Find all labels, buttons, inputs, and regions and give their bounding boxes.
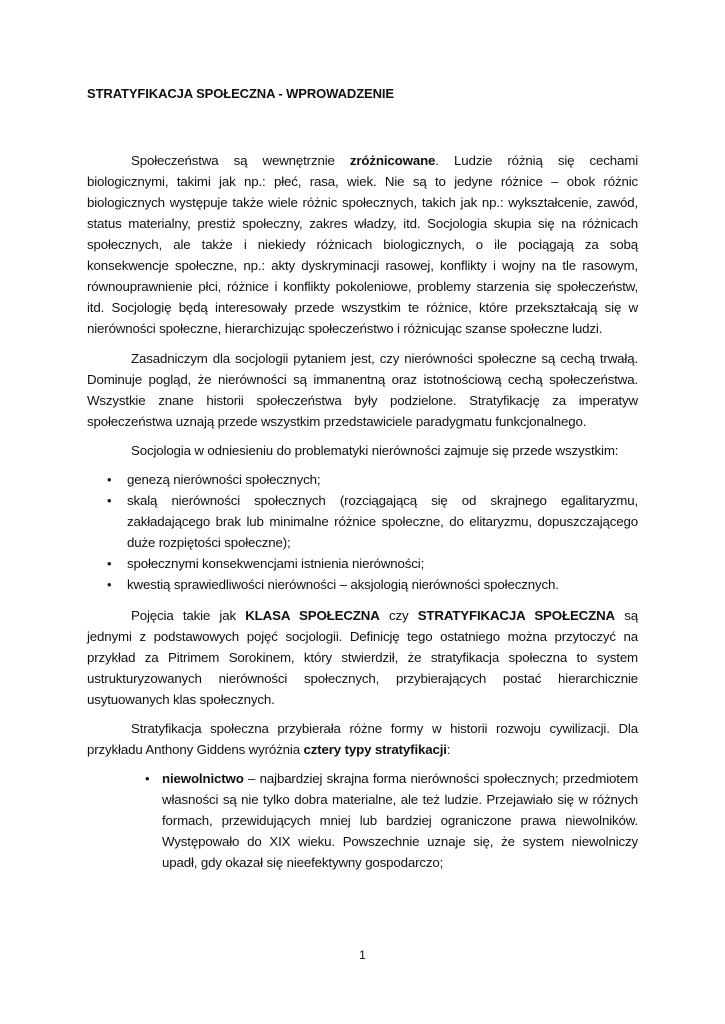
topics-list <box>87 469 638 595</box>
text-span: . Ludzie różnią się cechami biologicznymi, takimi jak np.: płeć, rasa, wiek. Nie są to jedyne różnice – obok różnic biologicznych występuje także wiele różnic społecznych, takich jak np.: wykształcenie, zawód, status materialny, prestiż społeczny, zakres władzy, itd. Socjologia skupia się na różnicach społecznych, ale także i niekiedy różnicach biologicznych, o ile pociągają za sobą konsekwencje społeczne, np.: akty dyskryminacji rasowej, konflikty i wojny na tle rasowym, równouprawnienie płci, różnice i konflikty pokoleniowe, problemy starzenia się społeczeństw, itd. Socjologię będą interesowały przede wszystkim te różnice, które przekształcają się w nierówności społeczne, hierarchizując społeczeństwo i różnicując szanse społeczne ludzi. <box>87 153 638 336</box>
text-span: czy <box>379 608 418 623</box>
bullet-icon: • <box>145 771 150 786</box>
bullet-icon: • <box>107 556 112 571</box>
bold-term: STRATYFIKACJA SPOŁECZNA <box>417 608 615 623</box>
bold-term: cztery typy stratyfikacji <box>303 742 447 757</box>
bold-term: zróżnicowane <box>349 153 436 168</box>
bold-term: niewolnictwo <box>162 771 244 786</box>
stratification-types-list <box>87 768 638 873</box>
paragraph-question: Zasadniczym dla socjologii pytaniem jest, czy nierówności społeczne są cechą trwałą. Dominuje pogląd, że nierówności są immanentną oraz istotnościową cechą społeczeństwa. Wszystkie znane historii społeczeństwa były podzielone. Stratyfikację za imperatyw społeczeństwa uznają przede wszystkim przedstawiciele paradygmatu funkcjonalnego. <box>87 351 638 429</box>
document-title: STRATYFIKACJA SPOŁECZNA - WPROWADZENIE <box>87 86 394 101</box>
list-item-text: genezą nierówności społecznych; <box>127 472 321 487</box>
list-item <box>87 490 638 553</box>
bullet-icon: • <box>107 472 112 487</box>
text-span: : <box>446 742 451 757</box>
paragraph-list-intro: Socjologia w odniesieniu do problematyki nierówności zajmuje się przede wszystkim: <box>131 443 619 458</box>
text-span: są jednymi z podstawowych pojęć socjologii. Definicję tego ostatniego można przytoczyć na przykład za Pitrimem Sorokinem, który stwierdził, że stratyfikacja społeczna to system ustrukturyzowanych nierówności społecznych, przybierających postać hierarchicznie usytuowanych klas społecznych. <box>87 608 638 707</box>
document-body <box>87 150 638 873</box>
list-item <box>87 553 638 574</box>
list-item-text: skalą nierówności społecznych (rozciągającą się od skrajnego egalitaryzmu, zakładającego brak lub minimalne różnice społeczne, do elitaryzmu, dopuszczającego duże rozpiętości społeczne); <box>127 493 638 550</box>
list-item-text: społecznymi konsekwencjami istnienia nierówności; <box>127 556 425 571</box>
list-item <box>87 768 638 873</box>
list-item-text: – najbardziej skrajna forma nierówności społecznych; przedmiotem własności są nie tylko dobra materialne, ale też ludzie. Przejawiało się w różnych formach, przewidujących mniej lub bardziej ograniczone prawa niewolników. Występowało do XIX wieku. Powszechnie uznaje się, że system niewolniczy upadł, gdy okazał się nieefektywny gospodarczo; <box>162 771 638 870</box>
paragraph-definition <box>87 605 638 710</box>
bullet-icon: • <box>107 577 112 592</box>
list-item <box>87 469 638 490</box>
page-number: 1 <box>359 948 366 962</box>
paragraph-types-intro <box>87 718 638 760</box>
text-span: Społeczeństwa są wewnętrznie <box>131 153 350 168</box>
text-span: Stratyfikacja społeczna przybierała różne formy w historii rozwoju cywilizacji. Dla przykładu Anthony Giddens wyróżnia <box>87 721 638 757</box>
list-item-text: kwestią sprawiedliwości nierówności – aksjologią nierówności społecznych. <box>127 577 559 592</box>
text-span: Pojęcia takie jak <box>131 608 246 623</box>
bullet-icon: • <box>107 493 112 508</box>
list-item <box>87 574 638 595</box>
paragraph-intro <box>87 150 638 339</box>
bold-term: KLASA SPOŁECZNA <box>245 608 380 623</box>
